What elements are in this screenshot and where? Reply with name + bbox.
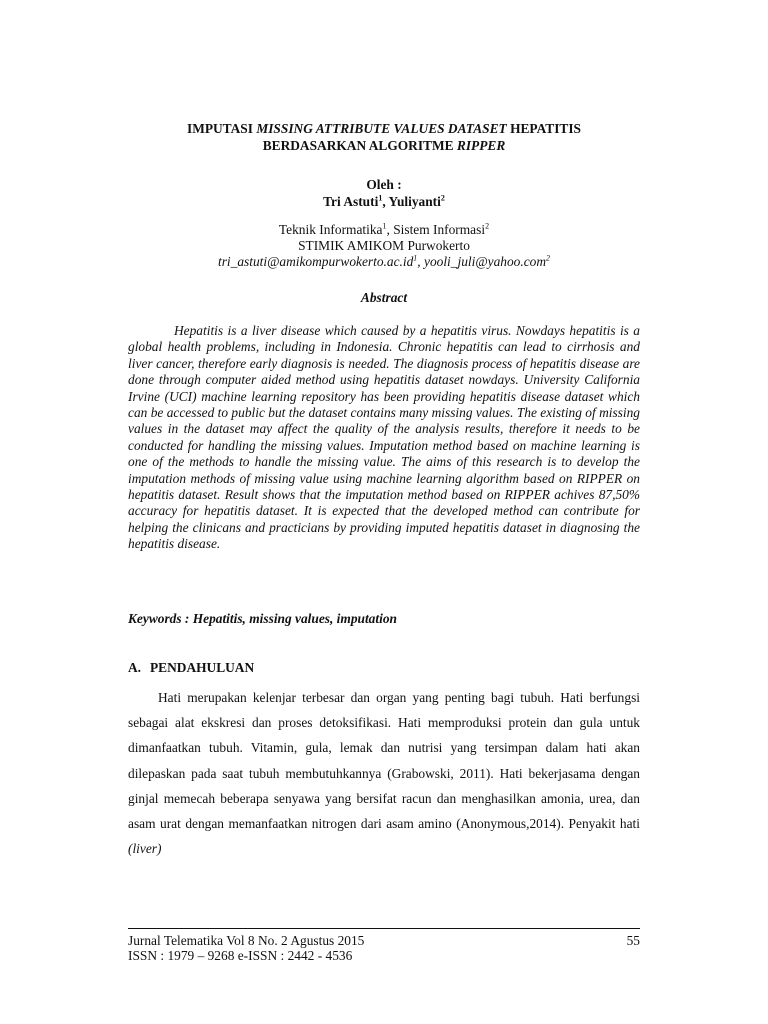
title-part2: MISSING ATTRIBUTE VALUES DATASET — [256, 121, 507, 136]
section-title: PENDAHULUAN — [150, 660, 255, 675]
authors — [128, 193, 640, 210]
title-line2-italic: RIPPER — [456, 138, 506, 153]
oleh-label: Oleh : — [366, 177, 402, 192]
email-separator: , — [417, 254, 424, 269]
dept-2: Sistem Informasi — [393, 222, 486, 237]
emails — [128, 254, 640, 270]
dept-separator: , — [386, 222, 394, 237]
section-body — [128, 685, 640, 861]
author-1-sup: 1 — [378, 193, 383, 203]
abstract-heading: Abstract — [360, 290, 408, 305]
keywords: Keywords : Hepatitis, missing values, imputation — [128, 611, 397, 626]
footer-journal: Jurnal Telematika Vol 8 No. 2 Agustus 2015 — [128, 933, 365, 948]
author-separator: , — [382, 194, 389, 209]
departments — [128, 222, 640, 238]
author-2: Yuliyanti — [388, 194, 441, 209]
dept-2-sup: 2 — [485, 221, 490, 231]
section-number: A. — [128, 660, 142, 675]
dept-1-sup: 1 — [382, 221, 387, 231]
byline — [128, 176, 640, 210]
email-2-sup: 2 — [546, 253, 551, 263]
page-footer — [128, 933, 640, 963]
author-2-sup: 2 — [440, 193, 445, 203]
section-heading — [128, 660, 254, 676]
author-1: Tri Astuti — [323, 194, 379, 209]
page-number: 55 — [626, 933, 640, 948]
paper-title — [128, 120, 640, 154]
title-part1: IMPUTASI — [186, 121, 257, 136]
title-part3: HEPATITIS — [506, 121, 582, 136]
email-2[interactable]: yooli_juli@yahoo.com — [424, 254, 547, 269]
footer-issn: ISSN : 1979 – 9268 e-ISSN : 2442 - 4536 — [128, 948, 353, 963]
institution: STIMIK AMIKOM Purwokerto — [298, 238, 470, 253]
abstract-text: Hepatitis is a liver disease which caused by a hepatitis virus. Nowdays hepatitis is a global health problems, including in Indonesia. Chronic hepatitis can lead to cirrhosis and liver cancer, therefore early diagnosis is needed. The diagnosis process of hepatitis disease are done through computer aided method using hepatitis dataset nowdays. University California Irvine (UCI) machine learning repository has been providing hepatitis disease dataset which can be accessed to public but the dataset contains many missing values. The existing of missing values in the dataset may affect the quality of the analysis results, therefore it needs to be conducted for handling the missing values. Imputation method based on machine learning is one of the methods to handle the missing value. The aims of this research is to develop the imputation methods of missing value using machine learning algorithm based on RIPPER on hepatitis dataset. Result shows that the imputation method based on RIPPER achives 87,50% accuracy for hepatitis dataset. It is expected that the developed method can contribute for helping the clinicans and practicians by providing imputed hepatitis dataset in diagnosing the hepatitis disease. — [128, 323, 640, 552]
dept-1: Teknik Informatika — [278, 222, 383, 237]
title-line2-prefix: BERDASARKAN ALGORITME — [262, 138, 457, 153]
footer-rule — [128, 928, 640, 929]
section-body-italic: (liver) — [128, 841, 162, 857]
email-1[interactable]: tri_astuti@amikompurwokerto.ac.id — [217, 254, 414, 269]
email-1-sup: 1 — [413, 253, 418, 263]
section-body-main: Hati merupakan kelenjar terbesar dan organ yang penting bagi tubuh. Hati berfungsi sebagai alat ekskresi dan proses detoksifikasi. Hati memproduksi protein dan gula untuk dimanfaatkan tubuh. Vitamin, gula, lemak dan nutrisi yang tersimpan dalam hati akan dilepaskan pada saat tubuh membutuhkannya (Grabowski, 2011). Hati bekerjasama dengan ginjal memecah beberapa senyawa yang bersifat racun dan menghasilkan amonia, urea, dan asam urat dengan memanfaatkan nitrogen dari asam amino (Anonymous,2014). Penyakit hati — [128, 690, 640, 832]
affiliation — [128, 222, 640, 270]
